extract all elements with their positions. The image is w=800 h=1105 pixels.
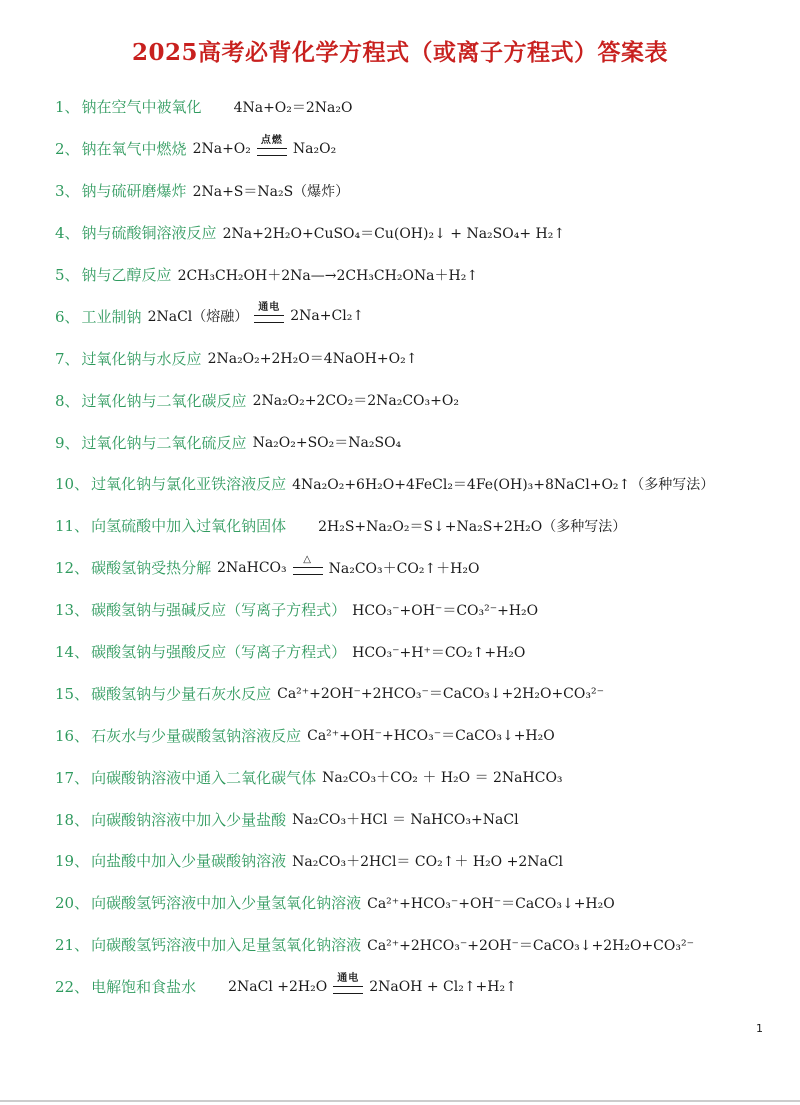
item-number: 3、 (55, 182, 80, 201)
equation-row (55, 212, 795, 254)
equation (292, 851, 563, 871)
reaction-label (55, 767, 316, 788)
item-number: 9、 (55, 433, 80, 452)
item-number: 6、 (55, 307, 80, 326)
reaction-label (55, 473, 286, 494)
equation-row (55, 295, 795, 337)
equation-text: 2NaCl（熔融） (147, 309, 249, 326)
reaction-label (55, 306, 142, 327)
equation-list (55, 86, 795, 1008)
reaction-name: 向碳酸钠溶液中加入少量盐酸 (91, 810, 287, 829)
equation-text: Na₂CO₃＋HCl ＝ NaHCO₃+NaCl (292, 812, 519, 829)
equation (292, 516, 626, 536)
reaction-name: 钠与硫酸铜溶液反应 (81, 224, 217, 243)
reaction-label (55, 390, 247, 411)
equation-row (55, 589, 795, 631)
reaction-name: 碳酸氢钠与强酸反应（写离子方程式） (91, 643, 347, 662)
equation (352, 642, 525, 662)
reaction-name: 碳酸氢钠与少量石灰水反应 (91, 684, 272, 703)
item-number: 2、 (55, 140, 80, 159)
equation-text: 2H₂S+Na₂O₂＝S↓+Na₂S+2H₂O（多种写法） (318, 518, 627, 535)
equation-row (55, 379, 795, 421)
condition-text: 通电 (258, 302, 281, 314)
equation-text: 2NaCl +2H₂O (228, 978, 328, 995)
equation-row (55, 714, 795, 756)
reaction-condition (257, 136, 287, 156)
page-number: 1 (756, 1022, 763, 1035)
equation-row (55, 463, 795, 505)
equation-text: 2Na+O₂ (192, 140, 251, 157)
item-number: 4、 (55, 224, 80, 243)
reaction-label (55, 264, 172, 285)
reaction-name: 过氧化钠与氯化亚铁溶液反应 (91, 475, 287, 494)
reaction-name: 向碳酸氢钙溶液中加入足量氢氧化钠溶液 (91, 936, 362, 955)
equation-text: Na₂CO₃＋2HCl＝ CO₂↑＋ H₂O +2NaCl (292, 853, 564, 870)
item-number: 19、 (55, 852, 90, 871)
equation-text: Ca²⁺+2HCO₃⁻+2OH⁻＝CaCO₃↓+2H₂O+CO₃²⁻ (367, 937, 694, 954)
equation-products: 2NaOH + Cl₂↑+H₂↑ (369, 978, 517, 995)
equation-row (55, 756, 795, 798)
equation-text: Na₂CO₃＋CO₂ ＋ H₂O ＝ 2NaHCO₃ (322, 770, 563, 787)
reaction-label (55, 432, 247, 453)
equation (367, 893, 615, 913)
item-number: 8、 (55, 391, 80, 410)
equation (307, 725, 555, 745)
reaction-name: 钠与硫研磨爆炸 (81, 182, 187, 201)
reaction-name: 石灰水与少量碳酸氢钠溶液反应 (91, 726, 302, 745)
equation-row (55, 547, 795, 589)
reaction-condition (293, 555, 323, 575)
item-number: 13、 (55, 601, 90, 620)
reaction-label (55, 641, 346, 662)
equation-text: 2CH₃CH₂OH＋2Na—→2CH₃CH₂ONa＋H₂↑ (177, 267, 479, 284)
reaction-label (55, 180, 187, 201)
equation (217, 553, 480, 578)
equation-text: Na₂O₂+SO₂＝Na₂SO₄ (252, 435, 402, 452)
equation (223, 223, 566, 243)
equation-row (55, 798, 795, 840)
equals-bars-icon (293, 567, 323, 575)
equation-text: 2NaHCO₃ (217, 559, 287, 576)
equation (367, 935, 694, 955)
reaction-label (55, 976, 196, 997)
item-number: 16、 (55, 726, 90, 745)
equation-text: 2Na₂O₂+2H₂O＝4NaOH+O₂↑ (207, 351, 418, 368)
page-title: 2025高考必背化学方程式（或离子方程式）答案表 (131, 39, 668, 66)
item-number: 12、 (55, 559, 90, 578)
equation-text: Ca²⁺+HCO₃⁻+OH⁻＝CaCO₃↓+H₂O (367, 895, 615, 912)
reaction-condition (254, 303, 284, 323)
reaction-name: 过氧化钠与二氧化硫反应 (81, 433, 247, 452)
equation-text: HCO₃⁻+H⁺＝CO₂↑+H₂O (352, 644, 526, 661)
item-number: 14、 (55, 643, 90, 662)
equation (208, 97, 353, 117)
equation-row (55, 840, 795, 882)
equation-text: 2Na+2H₂O+CuSO₄＝Cu(OH)₂↓ + Na₂SO₄+ H₂↑ (222, 225, 566, 242)
reaction-name: 向氢硫酸中加入过氧化钠固体 (91, 517, 287, 536)
equation-row (55, 421, 795, 463)
item-number: 21、 (55, 936, 90, 955)
equation-row (55, 631, 795, 673)
equation (292, 809, 518, 829)
reaction-name: 工业制钠 (81, 307, 142, 326)
reaction-label (55, 515, 286, 536)
equation-text: 4Na+O₂＝2Na₂O (233, 99, 353, 116)
item-number: 15、 (55, 684, 90, 703)
equation-text: Ca²⁺+2OH⁻+2HCO₃⁻＝CaCO₃↓+2H₂O+CO₃²⁻ (277, 686, 604, 703)
condition-text: △ (303, 553, 312, 565)
reaction-label (55, 138, 187, 159)
reaction-label (55, 348, 202, 369)
equation (193, 181, 350, 201)
equation (253, 390, 459, 410)
item-number: 7、 (55, 349, 80, 368)
equation (277, 683, 604, 703)
equation-row (55, 966, 795, 1008)
equation (292, 474, 714, 494)
reaction-name: 钠在空气中被氧化 (81, 98, 202, 117)
reaction-label (55, 96, 202, 117)
equation-text: 2Na₂O₂+2CO₂＝2Na₂CO₃+O₂ (252, 393, 459, 410)
equation-text: Ca²⁺+OH⁻+HCO₃⁻＝CaCO₃↓+H₂O (307, 728, 555, 745)
equation (208, 348, 418, 368)
reaction-name: 过氧化钠与水反应 (81, 349, 202, 368)
reaction-name: 向盐酸中加入少量碳酸钠溶液 (91, 852, 287, 871)
equation (202, 972, 517, 997)
equation-products: Na₂CO₃＋CO₂↑＋H₂O (328, 560, 480, 577)
item-number: 18、 (55, 810, 90, 829)
equation-text: 2Na+S＝Na₂S（爆炸） (192, 183, 350, 200)
equation (178, 265, 479, 285)
item-number: 10、 (55, 475, 90, 494)
item-number: 11、 (55, 517, 90, 536)
equation-row (55, 337, 795, 379)
equation-text: HCO₃⁻+OH⁻＝CO₃²⁻+H₂O (352, 602, 539, 619)
equation (322, 767, 562, 787)
reaction-label (55, 809, 286, 830)
reaction-name: 钠在氧气中燃烧 (81, 140, 187, 159)
equation (192, 134, 337, 159)
equation-row (55, 882, 795, 924)
item-number: 22、 (55, 978, 90, 997)
reaction-name: 向碳酸氢钙溶液中加入少量氢氧化钠溶液 (91, 894, 362, 913)
reaction-label (55, 599, 346, 620)
condition-text: 点燃 (260, 134, 283, 146)
equals-bars-icon (333, 986, 363, 994)
equation (253, 432, 402, 452)
reaction-name: 钠与乙醇反应 (81, 266, 172, 284)
reaction-label (55, 683, 271, 704)
reaction-name: 向碳酸钠溶液中通入二氧化碳气体 (91, 768, 317, 787)
equals-bars-icon (254, 315, 284, 323)
reaction-label (55, 934, 361, 955)
equation-row (55, 505, 795, 547)
equation-products: Na₂O₂ (292, 140, 337, 157)
reaction-name: 碳酸氢钠与强碱反应（写离子方程式） (91, 601, 347, 620)
reaction-label (55, 850, 286, 871)
item-number: 5、 (55, 266, 80, 284)
reaction-condition (333, 974, 363, 994)
reaction-name: 过氧化钠与二氧化碳反应 (81, 391, 247, 410)
item-number: 17、 (55, 768, 90, 787)
bottom-rule (0, 1100, 800, 1102)
equation-row (55, 128, 795, 170)
equation-row (55, 254, 795, 296)
reaction-label (55, 725, 301, 746)
reaction-label (55, 892, 361, 913)
item-number: 20、 (55, 894, 90, 913)
reaction-label (55, 222, 217, 243)
equation-row (55, 924, 795, 966)
equation-row (55, 672, 795, 714)
equation-products: 2Na+Cl₂↑ (290, 308, 365, 325)
equation-text: 4Na₂O₂+6H₂O+4FeCl₂＝4Fe(OH)₃+8NaCl+O₂↑（多种写法） (292, 476, 715, 493)
reaction-label (55, 557, 211, 578)
reaction-name: 碳酸氢钠受热分解 (91, 559, 212, 578)
equation (352, 600, 538, 620)
equation-row (55, 170, 795, 212)
item-number: 1、 (55, 98, 80, 117)
reaction-name: 电解饱和食盐水 (91, 978, 197, 997)
condition-text: 通电 (337, 972, 360, 984)
equation-row (55, 86, 795, 128)
equation (147, 302, 365, 326)
equals-bars-icon (257, 148, 287, 156)
